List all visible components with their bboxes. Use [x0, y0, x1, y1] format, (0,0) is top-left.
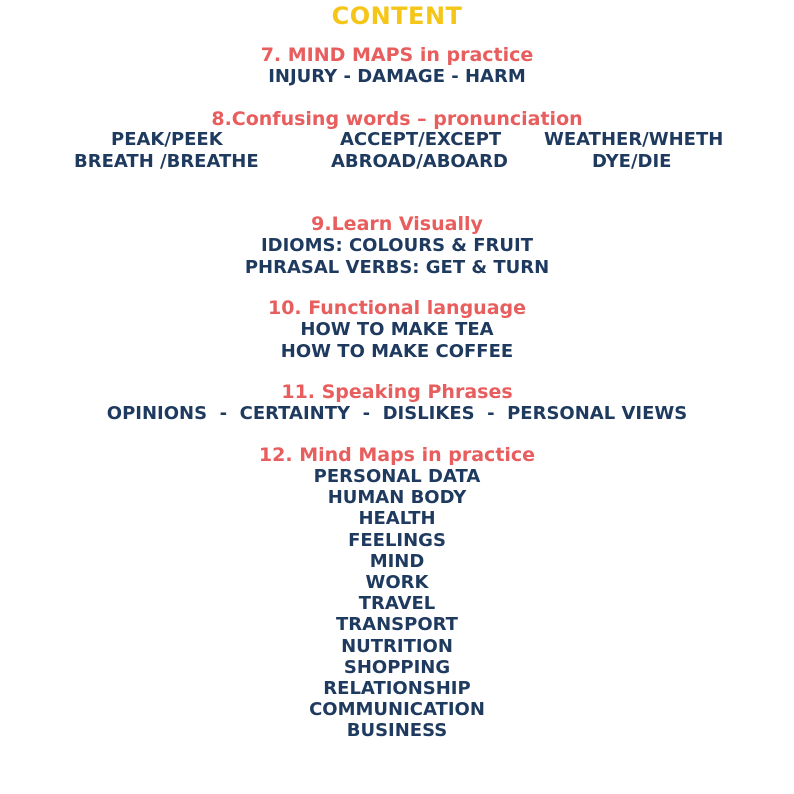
section-7-heading: 7. MIND MAPS in practice	[260, 44, 534, 66]
list-item: MIND	[369, 550, 425, 572]
list-item: COMMUNICATION	[309, 699, 485, 721]
section-10-line: HOW TO MAKE TEA	[300, 319, 494, 340]
list-item: TRAVEL	[358, 593, 436, 615]
section-12-heading: 12. Mind Maps in practice	[258, 444, 536, 466]
section-10-heading: 10. Functional language	[267, 297, 527, 319]
section-9-heading: 9.Learn Visually	[311, 213, 483, 235]
list-item: BUSINESS	[346, 720, 448, 742]
word-pair: ACCEPT/EXCEPT	[340, 129, 502, 150]
page-title: CONTENT	[331, 2, 463, 30]
list-item: TRANSPORT	[336, 614, 458, 636]
section-11-line: OPINIONS - CERTAINTY - DISLIKES - PERSONAL VIEWS	[106, 403, 688, 424]
word-pair: ABROAD/ABOARD	[331, 151, 508, 172]
list-item: WORK	[365, 572, 429, 594]
list-item: FEELINGS	[348, 529, 446, 551]
list-item: NUTRITION	[341, 635, 453, 657]
section-9-line: IDIOMS: COLOURS & FRUIT	[260, 235, 534, 256]
word-pair: PEAK/PEEK	[111, 129, 223, 150]
section-9-line: PHRASAL VERBS: GET & TURN	[244, 257, 550, 278]
word-pair: BREATH /BREATHE	[74, 151, 259, 172]
list-item: SHOPPING	[343, 656, 451, 678]
section-12-list	[0, 466, 794, 742]
list-item: PERSONAL DATA	[313, 466, 481, 487]
word-pair: WEATHER/WHETH	[544, 129, 724, 150]
section-10-line: HOW TO MAKE COFFEE	[280, 341, 514, 362]
section-8-heading: 8.Confusing words – pronunciation	[211, 108, 583, 130]
section-11-heading: 11. Speaking Phrases	[281, 381, 513, 403]
list-item: RELATIONSHIP	[323, 678, 471, 700]
word-pair: DYE/DIE	[592, 151, 672, 172]
section-7-line: INJURY - DAMAGE - HARM	[268, 66, 526, 87]
list-item: HEALTH	[358, 508, 436, 530]
list-item: HUMAN BODY	[327, 487, 467, 509]
